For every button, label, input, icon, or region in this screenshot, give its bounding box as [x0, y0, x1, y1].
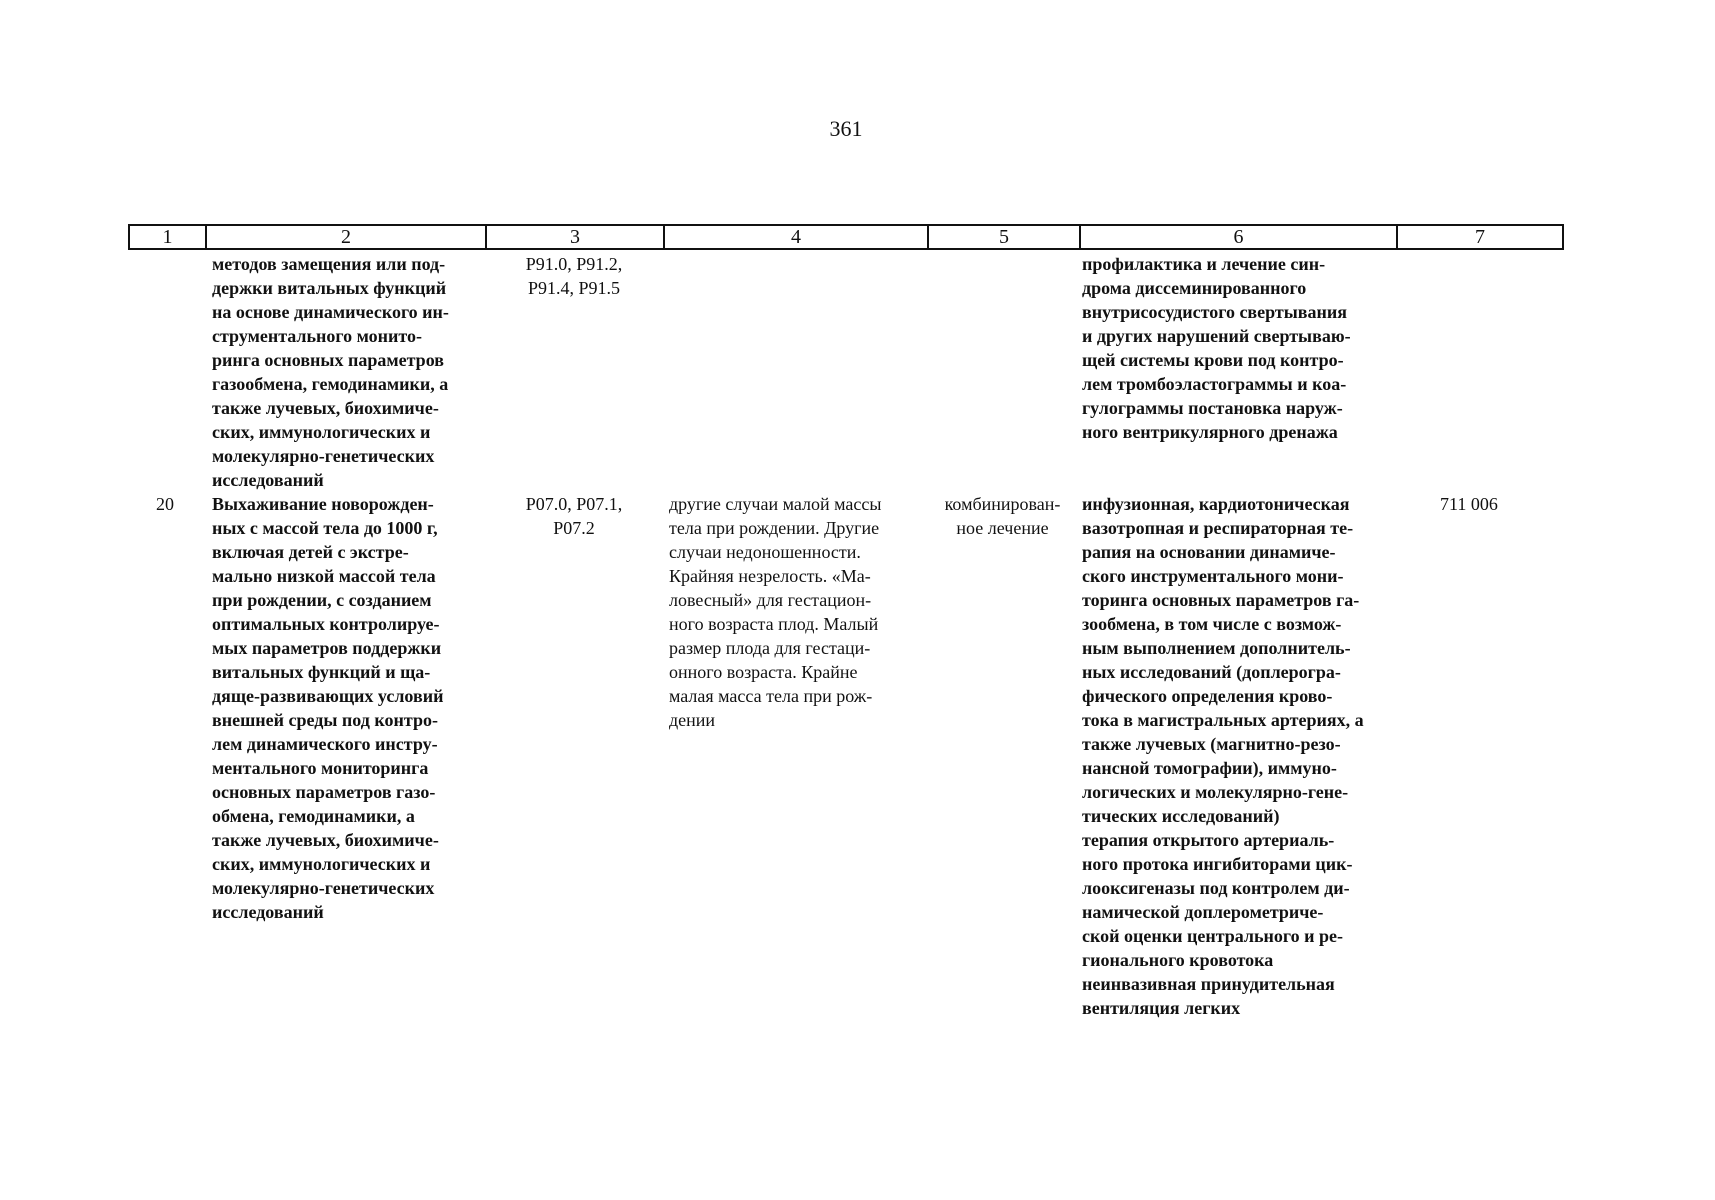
row-20-col5-cell — [930, 492, 1075, 540]
text-line: гионального кровотока — [1082, 950, 1274, 970]
text-line: размер плода для гестаци- — [669, 638, 871, 658]
text-line: ских, иммунологических и — [212, 422, 431, 442]
text-line: зообмена, в том числе с возмож- — [1082, 614, 1342, 634]
continued-col2-cell — [212, 252, 480, 492]
text-line: ных с массой тела до 1000 г, — [212, 518, 438, 538]
text-line: вазотропная и респираторная те- — [1082, 518, 1354, 538]
text-line: вентиляция легких — [1082, 998, 1241, 1018]
text-line: ловесный» для гестацион- — [669, 590, 872, 610]
text-line: мально низкой массой тела — [212, 566, 436, 586]
text-line: также лучевых, биохимиче- — [212, 830, 439, 850]
text-line: ных исследований (доплерогра- — [1082, 662, 1341, 682]
row-20-number: 20 — [156, 494, 174, 514]
text-line: ринга основных параметров — [212, 350, 444, 370]
text-line: Выхаживание новорожден- — [212, 494, 434, 514]
text-line: методов замещения или под- — [212, 254, 446, 274]
text-line: ского инструментального мони- — [1082, 566, 1344, 586]
text-line: комбинирован- — [944, 494, 1061, 514]
text-line: дении — [669, 710, 716, 730]
text-line: P91.0, P91.2, — [525, 254, 623, 274]
text-line: мых параметров поддержки — [212, 638, 442, 658]
text-line: ного возраста плод. Малый — [669, 614, 879, 634]
text-line: основных параметров газо- — [212, 782, 436, 802]
text-line: внутрисосудистого свертывания — [1082, 302, 1348, 322]
text-line: P07.2 — [553, 518, 595, 538]
text-line: внешней среды под контро- — [212, 710, 438, 730]
text-line: инфузионная, кардиотоническая — [1082, 494, 1350, 514]
text-line: ного вентрикулярного дренажа — [1082, 422, 1338, 442]
text-line: тока в магистральных артериях, а — [1082, 710, 1364, 730]
text-line: тических исследований) — [1082, 806, 1280, 826]
text-line: ских, иммунологических и — [212, 854, 431, 874]
text-line: малая масса тела при рож- — [669, 686, 873, 706]
header-col-1: 1 — [130, 226, 207, 248]
text-line: исследований — [212, 470, 324, 490]
header-col-6: 6 — [1081, 226, 1398, 248]
row-20-col4-cell — [669, 492, 919, 732]
header-col-7: 7 — [1475, 226, 1485, 248]
row-20-col6-cell — [1082, 492, 1387, 1020]
text-line: на основе динамического ин- — [212, 302, 449, 322]
text-line: P91.4, P91.5 — [527, 278, 621, 298]
text-line: газообмена, гемодинамики, а — [212, 374, 449, 394]
text-line: держки витальных функций — [212, 278, 447, 298]
text-line: дяще-развивающих условий — [212, 686, 444, 706]
text-line: неинвазивная принудительная — [1082, 974, 1335, 994]
text-line: оптимальных контролируе- — [212, 614, 440, 634]
page-number: 361 — [829, 116, 863, 141]
text-line: тела при рождении. Другие — [669, 518, 880, 538]
continued-col3-cell — [494, 252, 654, 300]
text-line: случаи недоношенности. — [669, 542, 861, 562]
text-line: гулограммы постановка наруж- — [1082, 398, 1343, 418]
text-line: другие случаи малой массы — [669, 494, 882, 514]
text-line: лооксигеназы под контролем ди- — [1082, 878, 1350, 898]
row-20-col7-cell: 711 006 — [1440, 494, 1498, 514]
text-line: ное лечение — [956, 518, 1049, 538]
text-line: рапия на основании динамиче- — [1082, 542, 1336, 562]
table-header-row — [128, 224, 1564, 250]
text-line: Крайняя незрелость. «Ма- — [669, 566, 871, 586]
text-line: исследований — [212, 902, 324, 922]
text-line: профилактика и лечение син- — [1082, 254, 1326, 274]
text-line: ного протока ингибиторами цик- — [1082, 854, 1353, 874]
text-line: логических и молекулярно-гене- — [1082, 782, 1349, 802]
text-line: обмена, гемодинамики, а — [212, 806, 415, 826]
text-line: намической доплерометриче- — [1082, 902, 1324, 922]
header-col-5: 5 — [929, 226, 1081, 248]
header-col-4: 4 — [665, 226, 929, 248]
text-line: лем динамического инстру- — [212, 734, 438, 754]
text-line: ской оценки центрального и ре- — [1082, 926, 1344, 946]
continued-col6-cell — [1082, 252, 1387, 444]
header-col-2: 2 — [207, 226, 487, 248]
text-line: лем тромбоэластограммы и коа- — [1082, 374, 1347, 394]
text-line: включая детей с экстре- — [212, 542, 409, 562]
text-line: онного возраста. Крайне — [669, 662, 858, 682]
text-line: фического определения крово- — [1082, 686, 1333, 706]
text-line: ным выполнением дополнитель- — [1082, 638, 1351, 658]
row-20-col3-cell — [494, 492, 654, 540]
text-line: нансной томографии), иммуно- — [1082, 758, 1337, 778]
text-line: P07.0, P07.1, — [525, 494, 623, 514]
text-line: струментального монито- — [212, 326, 423, 346]
text-line: терапия открытого артериаль- — [1082, 830, 1335, 850]
text-line: молекулярно-генетических — [212, 446, 435, 466]
text-line: ментального мониторинга — [212, 758, 429, 778]
text-line: также лучевых, биохимиче- — [212, 398, 439, 418]
header-col-3: 3 — [487, 226, 665, 248]
text-line: витальных функций и ща- — [212, 662, 431, 682]
text-line: дрома диссеминированного — [1082, 278, 1307, 298]
text-line: также лучевых (магнитно-резо- — [1082, 734, 1341, 754]
text-line: молекулярно-генетических — [212, 878, 435, 898]
text-line: при рождении, с созданием — [212, 590, 432, 610]
text-line: и других нарушений свертываю- — [1082, 326, 1351, 346]
text-line: щей системы крови под контро- — [1082, 350, 1344, 370]
text-line: торинга основных параметров га- — [1082, 590, 1360, 610]
row-20-col2-cell — [212, 492, 480, 924]
